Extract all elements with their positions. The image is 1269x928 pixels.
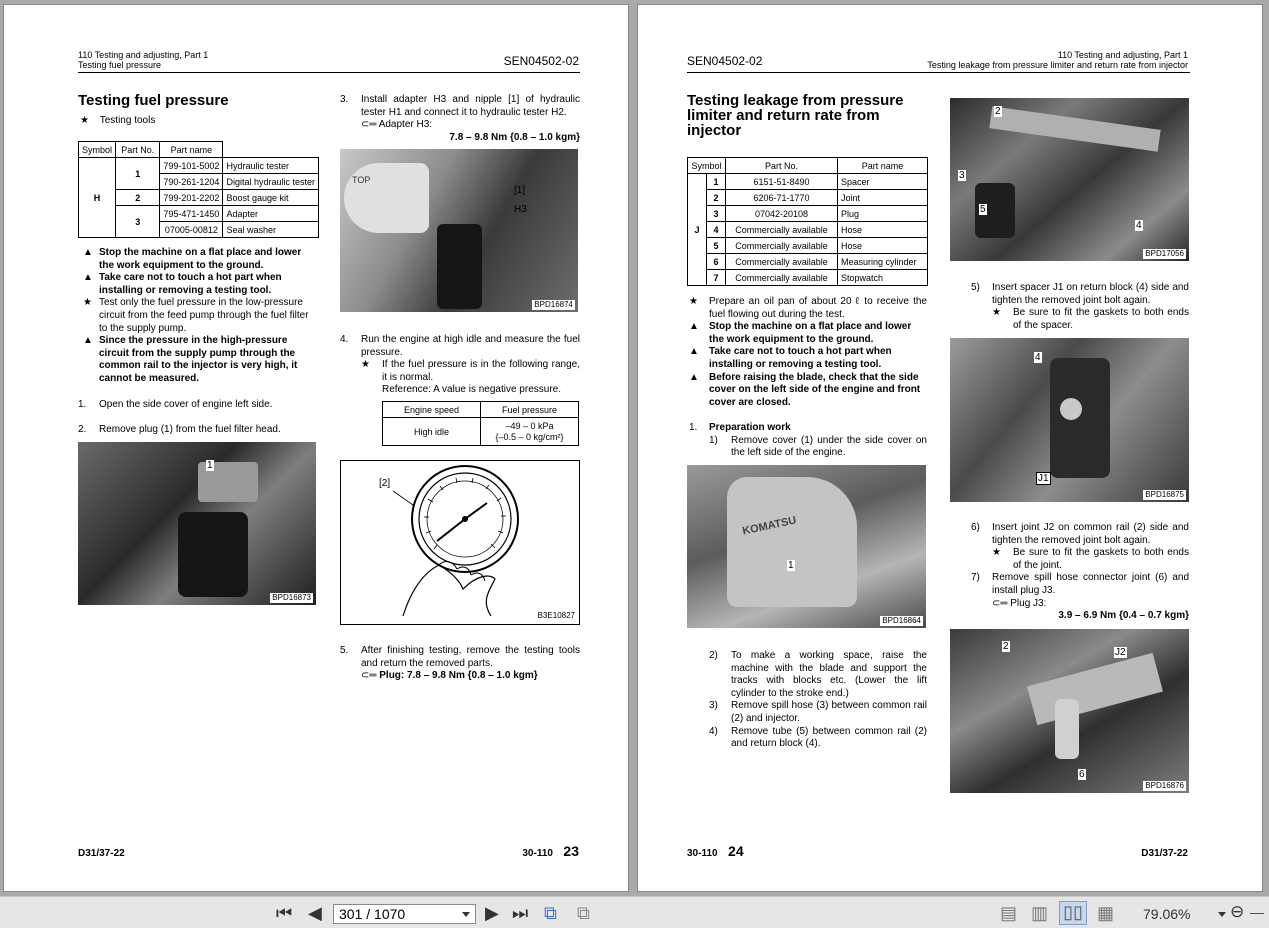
last-page-icon[interactable]: ⏭	[512, 903, 529, 923]
left-page	[3, 4, 629, 892]
footer-model: D31/37-22	[1141, 848, 1188, 859]
star-icon: ★	[689, 296, 698, 307]
tools-table	[687, 157, 928, 286]
header-line: Testing leakage from pressure limiter and return rate from injector	[927, 60, 1188, 70]
warning-icon: ▲	[689, 371, 699, 383]
zoom-slider[interactable]	[1250, 913, 1264, 914]
part-no-cell: 6206-71-1770	[726, 190, 838, 206]
single-page-icon[interactable]: ▤	[1000, 903, 1018, 923]
part-no-cell: Commercially available	[726, 270, 838, 286]
block-shape	[1050, 358, 1110, 478]
warning-text: Take care not to touch a hot part when installing or removing a testing tool.	[709, 346, 892, 370]
top-marking: TOP	[352, 175, 371, 185]
fuel-pressure-table	[382, 401, 579, 446]
note-text: Prepare an oil pan of about 20 ℓ to receive the fuel flowing out during the test.	[709, 296, 927, 320]
step-5: 5. After finishing testing, remove the testing tools and return the removed parts. ⊂═ Plug: 7.8 – 9.8 Nm {0.8 – 1.0 kgm}	[340, 645, 580, 682]
step-4: 4. Run the engine at high idle and measure the fuel pressure. ★ If the fuel pressure is in the following range, it is normal. Reference: A value is negative pressure.	[340, 334, 580, 396]
first-page-icon[interactable]: ⏮	[276, 903, 293, 923]
callout-label: 4	[1136, 220, 1142, 231]
part-no-cell: 07005-00812	[160, 222, 223, 238]
tools-table	[78, 141, 319, 238]
callout-label: [1]	[514, 185, 526, 196]
part-no-cell: Commercially available	[726, 238, 838, 254]
continuous-icon[interactable]: ▥	[1031, 903, 1049, 923]
table-header: Fuel pressure	[481, 402, 579, 418]
chevron-down-icon	[462, 912, 470, 917]
callout-label: J2	[1115, 647, 1126, 658]
table-header: Part name	[160, 142, 223, 158]
figure-caption: B3E10827	[537, 611, 575, 620]
header-rule	[687, 72, 1190, 73]
star-icon: ★	[83, 297, 92, 309]
step-1: 1. Open the side cover of engine left side.	[78, 399, 273, 410]
photo-caption: BPD17056	[1145, 249, 1184, 258]
star-icon: ★	[992, 307, 1001, 319]
table-header: Part No.	[116, 142, 160, 158]
symbol-num: 3	[116, 206, 160, 238]
warning-text: Take care not to touch a hot part when installing or removing a testing tool.	[99, 272, 282, 296]
facing-continuous-icon[interactable]: ▦	[1097, 903, 1115, 923]
wrench-icon: ⊂═	[361, 670, 377, 682]
symbol-num: 1	[707, 174, 726, 190]
symbol-num: 2	[116, 190, 160, 206]
symbol-num: 7	[707, 270, 726, 286]
warning-icon: ▲	[689, 346, 699, 358]
page-number: 23	[563, 843, 579, 859]
star-icon: ★	[80, 115, 89, 126]
gauge-illustration	[340, 460, 580, 625]
preparation-work: 1. Preparation work 1) Remove cover (1) under the side cover on the left side of the engine.	[689, 422, 927, 459]
symbol-num: 5	[707, 238, 726, 254]
part-no-cell: 07042-20108	[726, 206, 838, 222]
photo-caption: BPD16873	[272, 593, 311, 602]
part-name-cell: Digital hydraulic tester	[223, 174, 319, 190]
callout-label: 1	[788, 560, 794, 571]
warning-icon: ▲	[83, 335, 93, 347]
engine-cover	[727, 477, 857, 607]
step-5-spacer: 5) Insert spacer J1 on return block (4) side and tighten the removed joint bolt again. ★ Be sure to fit the gaskets to both ends of the spacer.	[971, 282, 1189, 331]
part-no-cell: 795-471-1450	[160, 206, 223, 222]
part-name-cell: Spacer	[838, 174, 928, 190]
footer-model: D31/37-22	[78, 848, 125, 859]
filter-canister	[437, 224, 482, 309]
brand-marking: KOMATSU	[741, 514, 798, 538]
symbol-num: 1	[116, 158, 160, 190]
table-header: Part name	[838, 158, 928, 174]
footer-page: 30-110 24	[687, 843, 744, 859]
right-page	[637, 4, 1263, 892]
callout-label: J1	[1038, 473, 1049, 484]
section-title: Testing leakage from pressure limiter and return rate from injector	[687, 92, 904, 139]
warning-icon: ▲	[83, 247, 93, 258]
filter-canister	[178, 512, 248, 597]
common-rail-photo	[950, 98, 1189, 261]
tank-shape	[344, 163, 429, 233]
note-text: Test only the fuel pressure in the low-pressure circuit from the feed pump through the fuel filter to the supply pump.	[99, 297, 309, 334]
rail-shape	[989, 106, 1160, 151]
callout-label: [2]	[379, 478, 391, 489]
wrench-icon: ⊂═	[361, 119, 377, 131]
warning-text: Stop the machine on a flat place and lower the work equipment to the ground.	[709, 321, 912, 345]
part-name-cell: Hose	[838, 222, 928, 238]
callout-label: 2	[995, 106, 1001, 117]
header-line: Testing fuel pressure	[78, 60, 162, 70]
header-line: 110 Testing and adjusting, Part 1	[1057, 50, 1188, 60]
warning-text: Stop the machine on a flat place and lower the work equipment to the ground.	[99, 247, 302, 271]
facing-icon[interactable]: ▯▯	[1059, 901, 1087, 925]
section-title: Testing fuel pressure	[78, 92, 229, 109]
part-no-cell: 799-101-5002	[160, 158, 223, 174]
callout-label: H3	[514, 204, 527, 215]
running-header	[78, 50, 208, 70]
step-3: 3. Install adapter H3 and nipple [1] of hydraulic tester H1 and connect it to hydraulic tester H2. ⊂═ Adapter H3: 7.8 – 9.8 Nm {0.8 – 1.0 kgm}	[340, 94, 580, 143]
part-name-cell: Seal washer	[223, 222, 319, 238]
return-block-photo	[950, 338, 1189, 502]
footer-page: 30-110 23	[522, 843, 579, 859]
part-no-cell: Commercially available	[726, 222, 838, 238]
viewer-toolbar	[0, 896, 1269, 928]
doc-code: SEN04502-02	[687, 54, 763, 68]
symbol-num: 4	[707, 222, 726, 238]
page-number-field[interactable]: 301 / 1070	[333, 904, 476, 924]
sub-steps: 2) To make a working space, raise the machine with the blade and support the tracks with blocks etc. (Lower the lift cylinder to the stroke end.) 3) Remove spill hose (3) between common rail (2) and injector. 4) Remove tube (5) between common rail (2) and return block (4).	[709, 650, 927, 750]
page-number: 24	[728, 843, 744, 859]
table-header: Symbol	[79, 142, 116, 158]
warning-text: Since the pressure in the high-pressure circuit from the supply pump through the common rail to the injector is very high, it cannot be measured.	[99, 335, 298, 384]
prev-page-icon[interactable]: ◀	[308, 903, 322, 923]
header-line: 110 Testing and adjusting, Part 1	[78, 50, 209, 60]
pressure-gauge-icon	[341, 461, 579, 624]
symbol-cell: H	[79, 158, 116, 238]
part-name-cell: Measuring cylinder	[838, 254, 928, 270]
table-header: Engine speed	[383, 402, 481, 418]
rail-shape	[1027, 653, 1163, 725]
callout-label: 3	[959, 170, 965, 181]
part-name-cell: Adapter	[223, 206, 319, 222]
part-name-cell: Hydraulic tester	[223, 158, 319, 174]
part-no-cell: 790-261-1204	[160, 174, 223, 190]
callout-label: 1	[207, 460, 213, 471]
part-name-cell: Hose	[838, 238, 928, 254]
doc-code: SEN04502-02	[503, 54, 579, 68]
joint-shape	[1055, 699, 1079, 759]
caution-list	[84, 247, 317, 386]
header-rule	[78, 72, 580, 73]
table-header: Symbol	[688, 158, 726, 174]
table-header: Part No.	[726, 158, 838, 174]
spill-hose-photo	[950, 629, 1189, 793]
zoom-dropdown-icon[interactable]	[1218, 912, 1226, 917]
speed-cell: High idle	[383, 418, 481, 446]
warning-icon: ▲	[83, 272, 93, 284]
next-page-icon[interactable]: ▶	[485, 903, 499, 923]
running-header	[927, 50, 1188, 70]
part-name-cell: Boost gauge kit	[223, 190, 319, 206]
part-no-cell: Commercially available	[726, 254, 838, 270]
photo-caption: BPD16864	[882, 616, 921, 625]
part-name-cell: Plug	[838, 206, 928, 222]
warning-text: Before raising the blade, check that the side cover on the left side of the engine and front cover are closed.	[709, 371, 921, 408]
callout-label: 4	[1035, 352, 1041, 363]
zoom-level[interactable]: 79.06%	[1143, 906, 1191, 922]
star-icon: ★	[361, 359, 370, 371]
photo-caption: BPD16876	[1145, 781, 1184, 790]
warning-icon: ▲	[689, 321, 699, 333]
symbol-num: 2	[707, 190, 726, 206]
callout-label: 6	[1079, 769, 1085, 780]
steps-6-7: 6) Insert joint J2 on common rail (2) side and tighten the removed joint bolt again. ★ Be sure to fit the gaskets to both ends of the joint. 7) Remove spill hose connector joint (6) and install plug J3. ⊂═ Plug J3: 3.9 – 6.9 Nm {0.4 – 0.7 kgm}	[971, 522, 1189, 622]
zoom-out-icon[interactable]: ⊖	[1230, 902, 1245, 921]
symbol-num: 3	[707, 206, 726, 222]
part-no-cell: 6151-51-8490	[726, 174, 838, 190]
adapter-photo	[340, 149, 578, 312]
fuel-filter-photo	[78, 442, 316, 605]
pressure-cell: –49 – 0 kPa {–0.5 – 0 kg/cm²}	[481, 418, 579, 446]
tools-heading: ★ Testing tools	[80, 115, 156, 126]
photo-caption: BPD16874	[534, 300, 573, 309]
part-name-cell: Joint	[838, 190, 928, 206]
bolt-shape	[1060, 398, 1082, 420]
callout-label: 2	[1003, 641, 1009, 652]
part-name-cell: Stopwatch	[838, 270, 928, 286]
symbol-cell: J	[688, 174, 707, 286]
wrench-icon: ⊂═	[992, 597, 1008, 609]
caution-list	[689, 296, 927, 409]
machine-photo	[687, 465, 926, 628]
rotate-icon[interactable]: ⧉	[544, 903, 557, 923]
fit-icon[interactable]: ⧉	[577, 903, 590, 923]
photo-caption: BPD16875	[1145, 490, 1184, 499]
symbol-num: 6	[707, 254, 726, 270]
part-no-cell: 799-201-2202	[160, 190, 223, 206]
star-icon: ★	[992, 547, 1001, 559]
callout-label: 5	[980, 204, 986, 215]
step-2: 2. Remove plug (1) from the fuel filter head.	[78, 424, 281, 435]
